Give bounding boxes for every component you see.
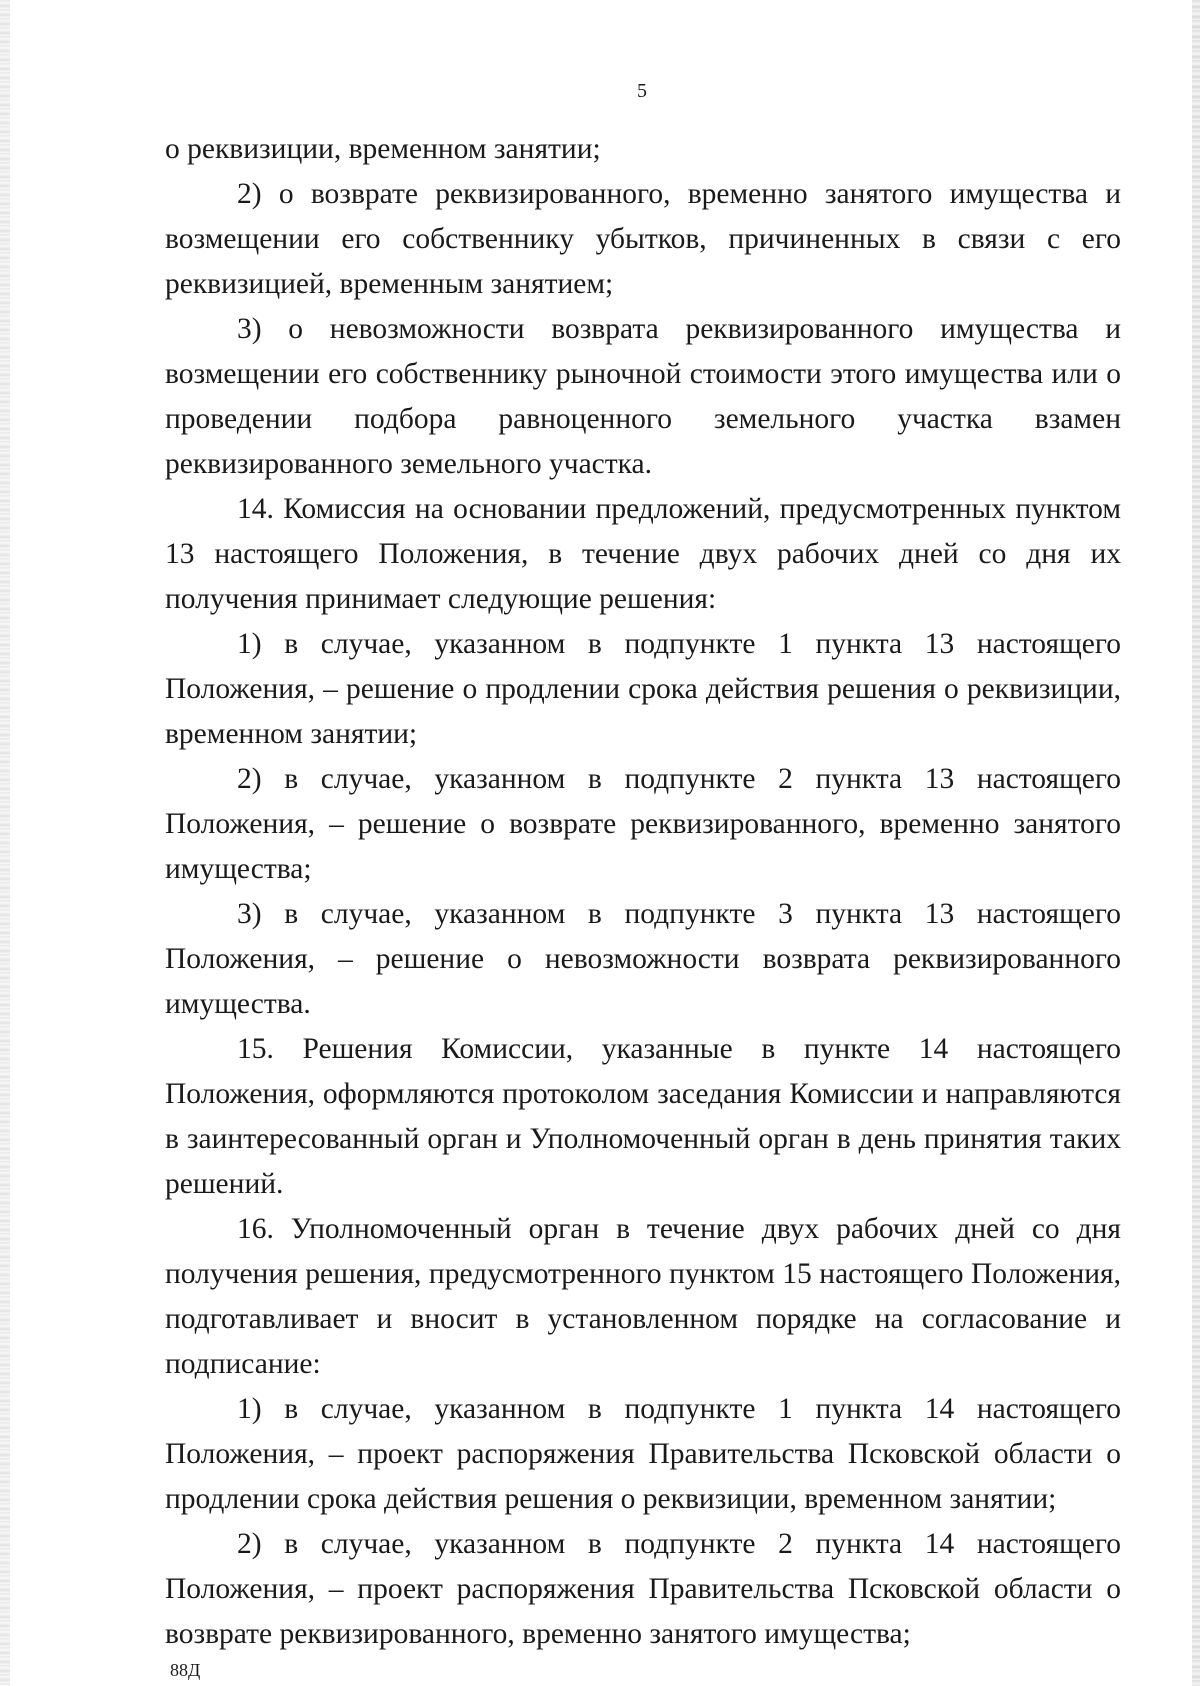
paragraph: 1) в случае, указанном в подпункте 1 пункта 13 настоящего Положения, – решение о продлении срока действия решения о реквизиции, временном занятии; (165, 628, 1121, 750)
scan-edge-right (1192, 0, 1200, 1686)
paragraph: 1) в случае, указанном в подпункте 1 пункта 14 настоящего Положения, – проект распоряжения Правительства Псковской области о продлении срока действия решения о реквизиции, временном занятии; (165, 1393, 1121, 1515)
paragraph: 2) в случае, указанном в подпункте 2 пункта 14 настоящего Положения, – проект распоряжения Правительства Псковской области о возврате реквизированного, временно занятого имущества; (165, 1528, 1121, 1650)
page-number: 5 (637, 80, 647, 102)
paragraph: 2) в случае, указанном в подпункте 2 пункта 13 настоящего Положения, – решение о возврате реквизированного, временно занятого имущества; (165, 763, 1121, 885)
paragraph: 3) о невозможности возврата реквизированного имущества и возмещении его собственнику рыночной стоимости этого имущества или о проведении подбора равноценного земельного участка взамен реквизированного земельного участка. (165, 313, 1121, 480)
paragraph: 16. Уполномоченный орган в течение двух рабочих дней со дня получения решения, предусмотренного пунктом 15 настоящего Положения, подготавливает и вносит в установленном порядке на согласование и подписание: (165, 1213, 1121, 1380)
document-code: 88Д (170, 1660, 201, 1680)
paragraph: о реквизиции, временном занятии; (165, 133, 601, 165)
paragraph: 14. Комиссия на основании предложений, предусмотренных пунктом 13 настоящего Положения, в течение двух рабочих дней со дня их получения принимает следующие решения: (165, 493, 1121, 615)
scan-edge-left (0, 0, 10, 1686)
paragraph: 2) о возврате реквизированного, временно занятого имущества и возмещении его собственнику убытков, причиненных в связи с его реквизицией, временным занятием; (165, 178, 1121, 300)
paragraph: 3) в случае, указанном в подпункте 3 пункта 13 настоящего Положения, – решение о невозможности возврата реквизированного имущества. (165, 898, 1121, 1020)
document-body (165, 127, 1121, 1657)
paragraph: 15. Решения Комиссии, указанные в пункте 14 настоящего Положения, оформляются протоколом заседания Комиссии и направляются в заинтересованный орган и Уполномоченный орган в день принятия таких решений. (165, 1033, 1121, 1200)
